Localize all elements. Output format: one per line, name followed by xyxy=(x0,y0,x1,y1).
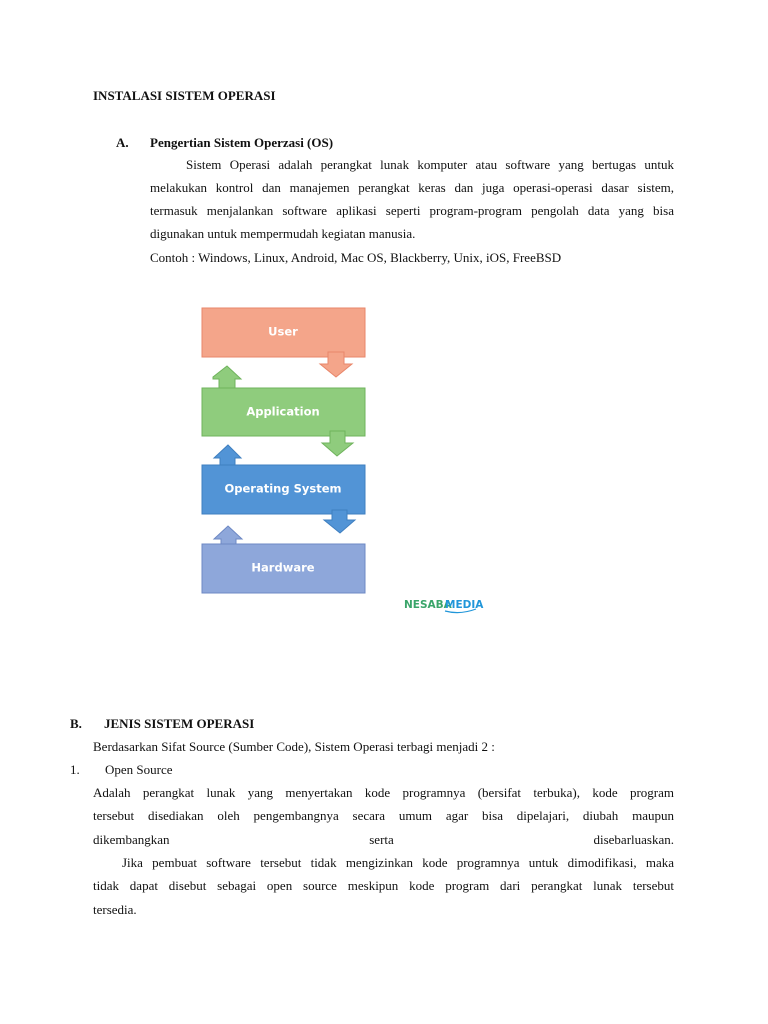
logo-text-nesaba: NESABA xyxy=(404,599,452,611)
section-b-heading: JENIS SISTEM OPERASI xyxy=(104,716,255,731)
os-layer-diagram xyxy=(195,300,485,620)
section-b-para2-line-1: Jika pembuat software tersebut tidak mengizinkan kode programnya untuk dimodifikasi, maka xyxy=(122,855,674,870)
section-a-para-line-1: Sistem Operasi adalah perangkat lunak komputer atau software yang bertugas untuk xyxy=(186,157,674,172)
document-title: INSTALASI SISTEM OPERASI xyxy=(93,88,276,103)
section-b-intro: Berdasarkan Sifat Source (Sumber Code), Sistem Operasi terbagi menjadi 2 : xyxy=(93,739,495,754)
nesabamedia-logo xyxy=(404,599,484,613)
section-a-heading: Pengertian Sistem Operzasi (OS) xyxy=(150,135,334,150)
operating-system-box-label: Operating System xyxy=(224,481,342,496)
section-a-example: Contoh : Windows, Linux, Android, Mac OS, Blackberry, Unix, iOS, FreeBSD xyxy=(150,250,562,265)
list-item-label: Open Source xyxy=(105,762,173,777)
section-a-para-line-4: digunakan untuk mempermudah kegiatan manusia. xyxy=(150,226,416,241)
section-b-para1-line-1: Adalah perangkat lunak yang menyertakan kode programnya (bersifat terbuka), kode program xyxy=(93,785,674,800)
section-a-marker: A. xyxy=(116,135,129,150)
arrow-up-application-to-user xyxy=(213,366,241,389)
section-a-para-line-2: melakukan kontrol dan manajemen perangkat keras dan juga operasi-operasi dasar sistem, xyxy=(150,180,674,195)
logo-text-media: MEDIA xyxy=(445,599,484,611)
arrow-up-os-to-application xyxy=(214,445,241,466)
user-box-label: User xyxy=(268,324,298,339)
section-b-marker: B. xyxy=(70,716,82,731)
section-b-para1-line-3: dikembangkan serta disebarluaskan. xyxy=(93,832,674,847)
hardware-box-label: Hardware xyxy=(251,560,315,575)
section-a-para-line-3: termasuk menjalankan software aplikasi seperti program-program pengolah data yang bisa xyxy=(150,203,674,218)
application-box-label: Application xyxy=(246,404,320,419)
list-item-number: 1. xyxy=(70,762,80,777)
section-b-para2-line-3: tersedia. xyxy=(93,902,137,917)
section-b-para2-line-2: tidak dapat disebut sebagai open source meskipun kode program dari perangkat lunak tersebut xyxy=(93,878,674,893)
section-b-para1-line-2: tersebut disediakan oleh pengembangnya secara umum agar bisa dipelajari, diubah maupun xyxy=(93,808,674,823)
